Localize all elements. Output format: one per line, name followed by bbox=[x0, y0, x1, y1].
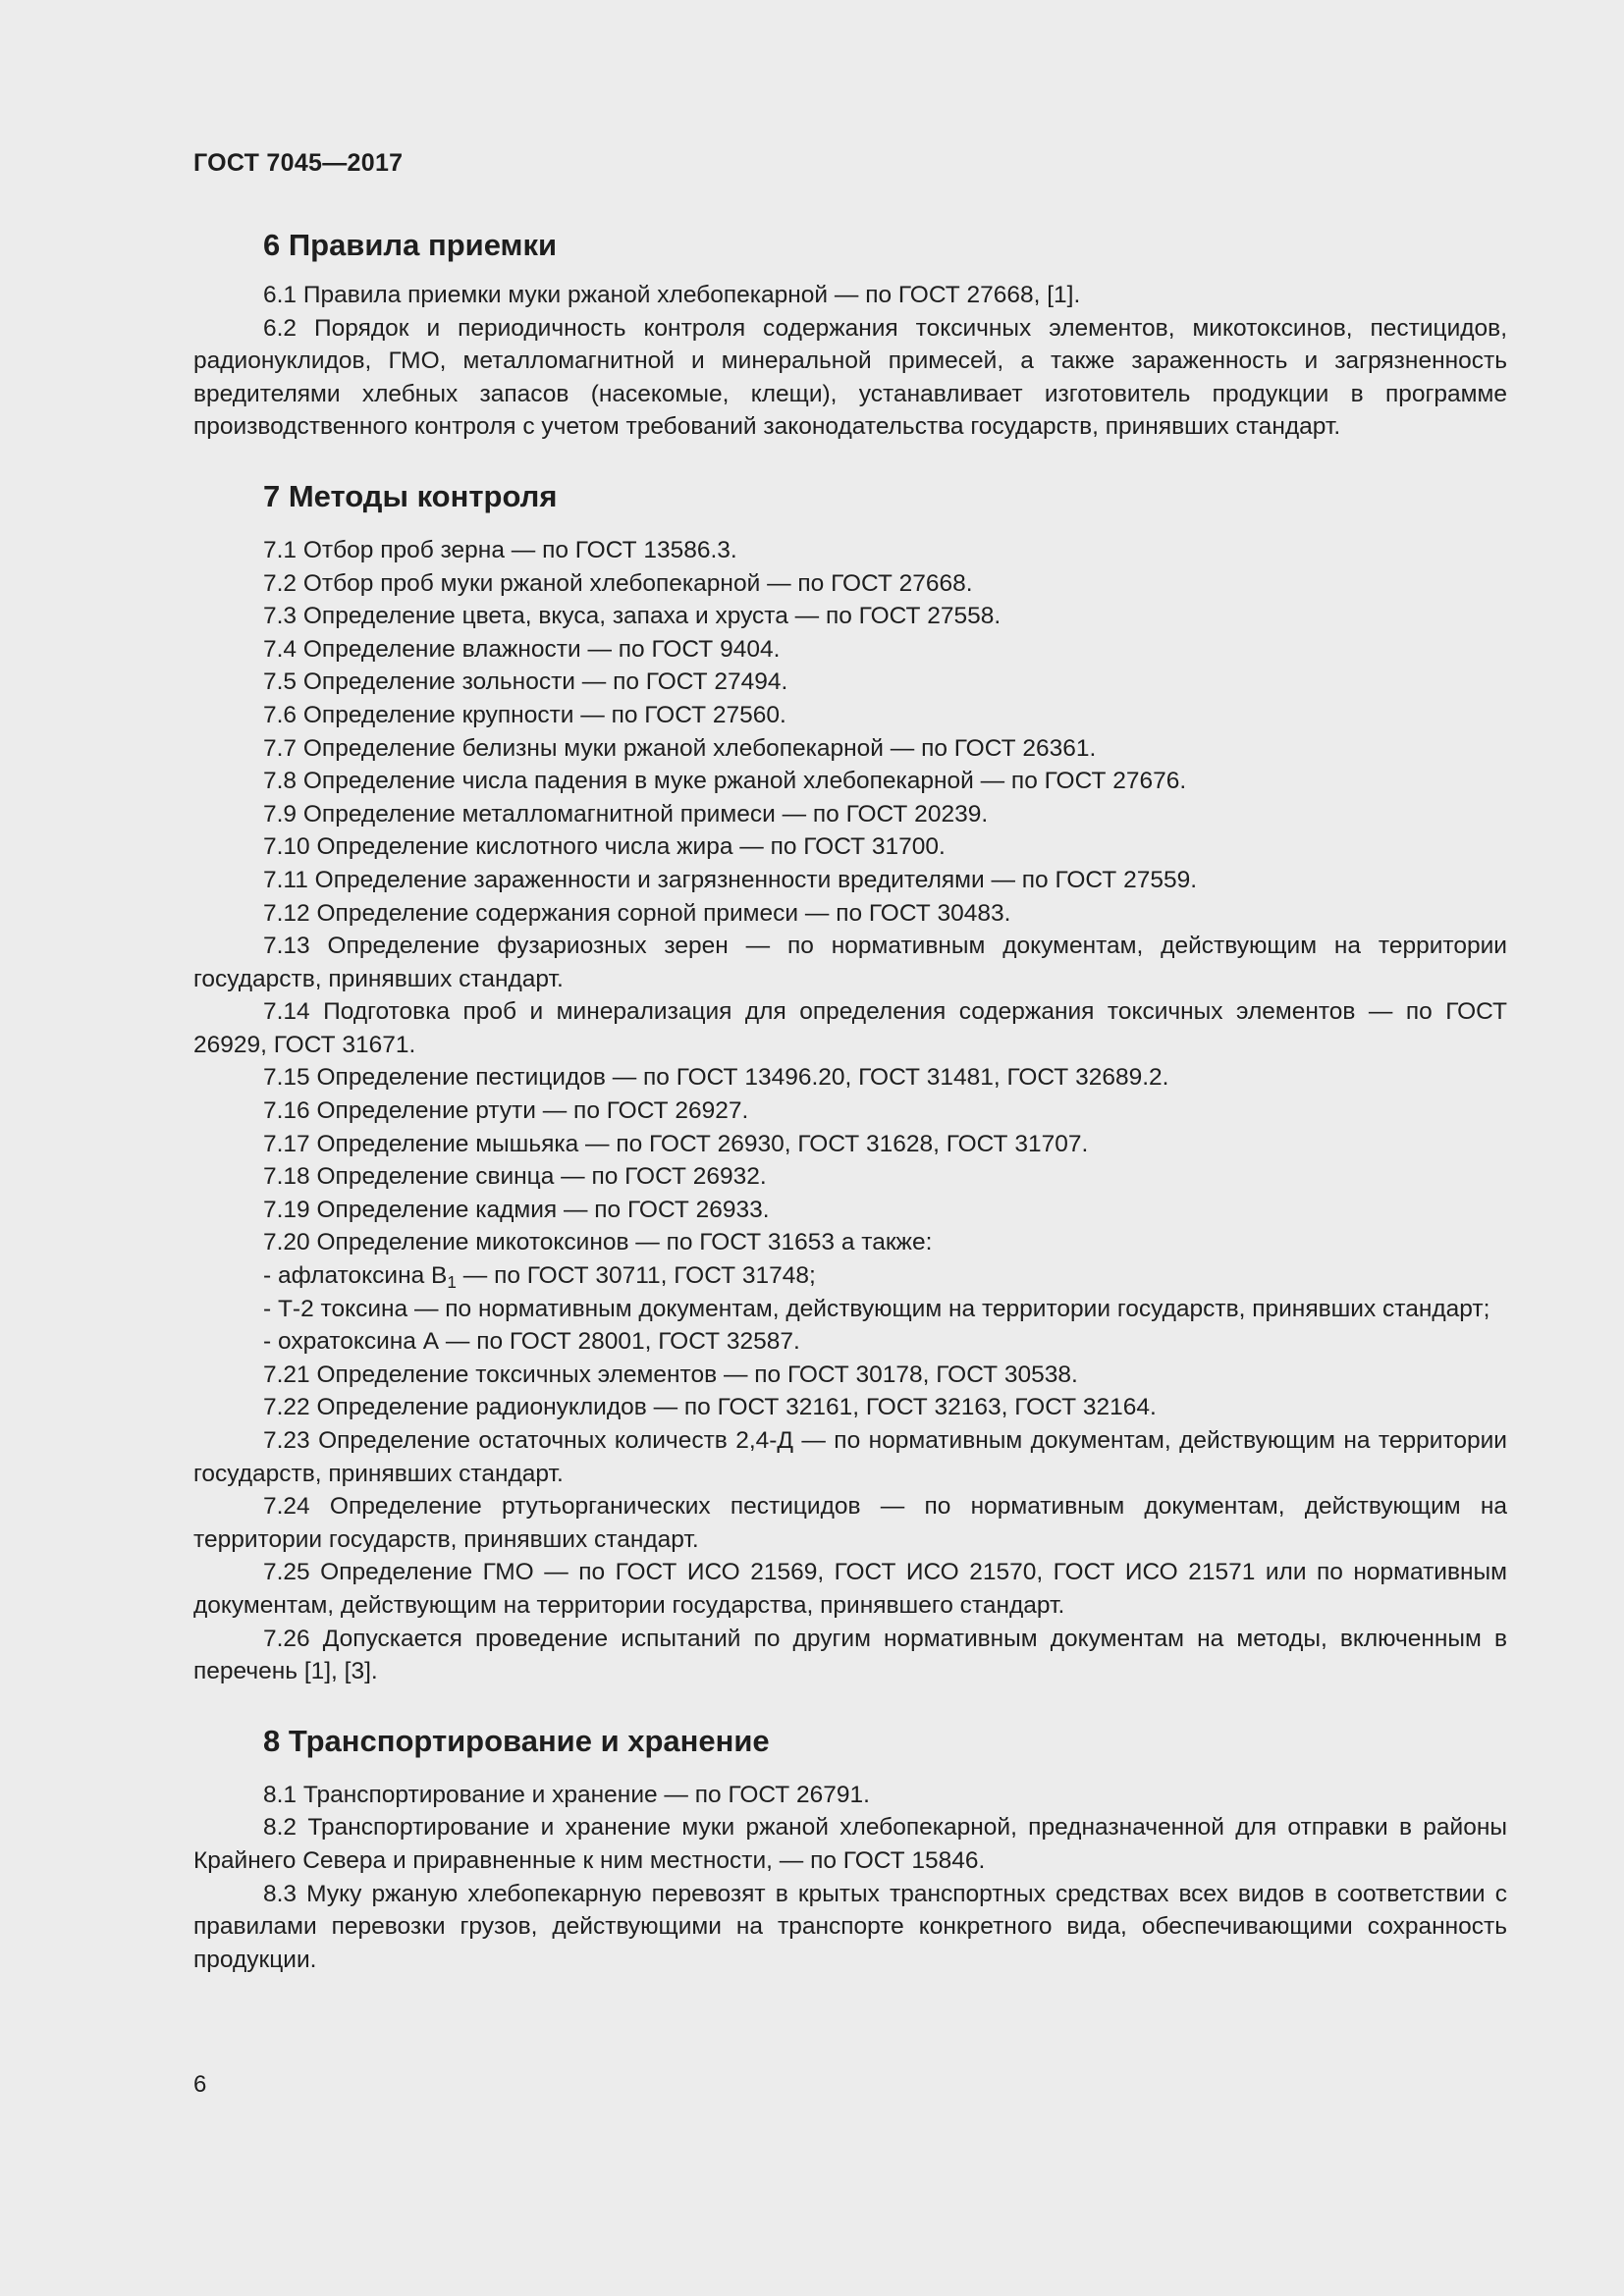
clause-8-2: 8.2 Транспортирование и хранение муки ржаной хлебопекарной, предназначенной для отправки в районы Крайнего Севера и приравненные к ним местности, — по ГОСТ 15846. bbox=[193, 1814, 1507, 1874]
aflatoxin-subscript: 1 bbox=[447, 1272, 457, 1293]
clause-7-3: 7.3 Определение цвета, вкуса, запаха и хруста — по ГОСТ 27558. bbox=[263, 603, 1001, 630]
clause-7-20: 7.20 Определение микотоксинов — по ГОСТ 31653 а также: bbox=[263, 1229, 933, 1256]
clause-7-16: 7.16 Определение ртути — по ГОСТ 26927. bbox=[263, 1097, 749, 1125]
clause-7-20-aflatoxin bbox=[193, 1259, 1507, 1293]
section-7-title: 7 Методы контроля bbox=[263, 478, 558, 513]
clause-7-20-t2-toxin: - Т-2 токсина — по нормативным документам, действующим на территории государств, принявших стандарт; bbox=[263, 1295, 1490, 1322]
clause-7-26: 7.26 Допускается проведение испытаний по другим нормативным документам на методы, включенным в перечень [1], [3]. bbox=[193, 1625, 1507, 1685]
clause-7-7: 7.7 Определение белизны муки ржаной хлебопекарной — по ГОСТ 26361. bbox=[263, 734, 1097, 762]
document-body bbox=[193, 222, 1507, 1976]
clause-7-25: 7.25 Определение ГМО — по ГОСТ ИСО 21569, ГОСТ ИСО 21570, ГОСТ ИСО 21571 или по нормативным документам, действующим на территории государства, принявшего стандарт. bbox=[193, 1559, 1507, 1619]
clause-7-10: 7.10 Определение кислотного числа жира — по ГОСТ 31700. bbox=[263, 833, 946, 861]
section-6-title: 6 Правила приемки bbox=[263, 228, 558, 262]
clause-7-12: 7.12 Определение содержания сорной примеси — по ГОСТ 30483. bbox=[263, 899, 1011, 927]
clause-7-13: 7.13 Определение фузариозных зерен — по нормативным документам, действующим на территории государств, принявших стандарт. bbox=[193, 933, 1507, 992]
clause-7-21: 7.21 Определение токсичных элементов — по ГОСТ 30178, ГОСТ 30538. bbox=[263, 1361, 1078, 1388]
clause-7-5: 7.5 Определение зольности — по ГОСТ 27494. bbox=[263, 668, 788, 696]
clause-7-8: 7.8 Определение числа падения в муке ржаной хлебопекарной — по ГОСТ 27676. bbox=[263, 768, 1187, 795]
clause-7-20-ochratoxin: - охратоксина А — по ГОСТ 28001, ГОСТ 32587. bbox=[263, 1328, 800, 1356]
clause-7-18: 7.18 Определение свинца — по ГОСТ 26932. bbox=[263, 1163, 767, 1191]
clause-7-22: 7.22 Определение радионуклидов — по ГОСТ 32161, ГОСТ 32163, ГОСТ 32164. bbox=[263, 1394, 1157, 1421]
clause-7-4: 7.4 Определение влажности — по ГОСТ 9404. bbox=[263, 635, 781, 663]
clause-7-24: 7.24 Определение ртутьорганических пестицидов — по нормативным документам, действующим на территории государств, принявших стандарт. bbox=[193, 1493, 1507, 1553]
clause-8-3: 8.3 Муку ржаную хлебопекарную перевозят в крытых транспортных средствах всех видов в соответствии с правилами перевозки грузов, действующими на транспорте конкретного вида, обеспечивающими сохранность продукции. bbox=[193, 1880, 1507, 1973]
aflatoxin-ref: — по ГОСТ 30711, ГОСТ 31748; bbox=[456, 1262, 816, 1290]
clause-7-19: 7.19 Определение кадмия — по ГОСТ 26933. bbox=[263, 1196, 770, 1223]
section-8-title: 8 Транспортирование и хранение bbox=[263, 1723, 770, 1758]
clause-7-9: 7.9 Определение металломагнитной примеси — по ГОСТ 20239. bbox=[263, 800, 989, 828]
clause-8-1: 8.1 Транспортирование и хранение — по ГОСТ 26791. bbox=[263, 1781, 870, 1808]
clause-7-14: 7.14 Подготовка проб и минерализация для определения содержания токсичных элементов — по ГОСТ 26929, ГОСТ 31671. bbox=[193, 998, 1507, 1058]
document-id-header: ГОСТ 7045—2017 bbox=[193, 149, 404, 177]
clause-7-11: 7.11 Определение зараженности и загрязненности вредителями — по ГОСТ 27559. bbox=[263, 866, 1198, 893]
clause-7-23: 7.23 Определение остаточных количеств 2,4-Д — по нормативным документам, действующим на территории государств, принявших стандарт. bbox=[193, 1427, 1507, 1487]
clause-7-17: 7.17 Определение мышьяка — по ГОСТ 26930, ГОСТ 31628, ГОСТ 31707. bbox=[263, 1130, 1089, 1157]
page-number: 6 bbox=[193, 2071, 207, 2098]
clause-7-1: 7.1 Отбор проб зерна — по ГОСТ 13586.3. bbox=[263, 536, 737, 563]
clause-7-2: 7.2 Отбор проб муки ржаной хлебопекарной — по ГОСТ 27668. bbox=[263, 569, 973, 597]
clause-6-2: 6.2 Порядок и периодичность контроля содержания токсичных элементов, микотоксинов, пестицидов, радионуклидов, ГМО, металломагнитной и минеральной примесей, а также зараженность и загрязненность вредителями хлебных запасов (насекомые, клещи), устанавливает изготовитель продукции в программе производственного контроля с учетом требований законодательства государств, принявших стандарт. bbox=[193, 314, 1507, 441]
clause-7-15: 7.15 Определение пестицидов — по ГОСТ 13496.20, ГОСТ 31481, ГОСТ 32689.2. bbox=[263, 1064, 1169, 1092]
aflatoxin-text: - афлатоксина B bbox=[263, 1262, 448, 1290]
clause-7-6: 7.6 Определение крупности — по ГОСТ 27560. bbox=[263, 701, 786, 728]
clause-6-1: 6.1 Правила приемки муки ржаной хлебопекарной — по ГОСТ 27668, [1]. bbox=[263, 282, 1081, 308]
